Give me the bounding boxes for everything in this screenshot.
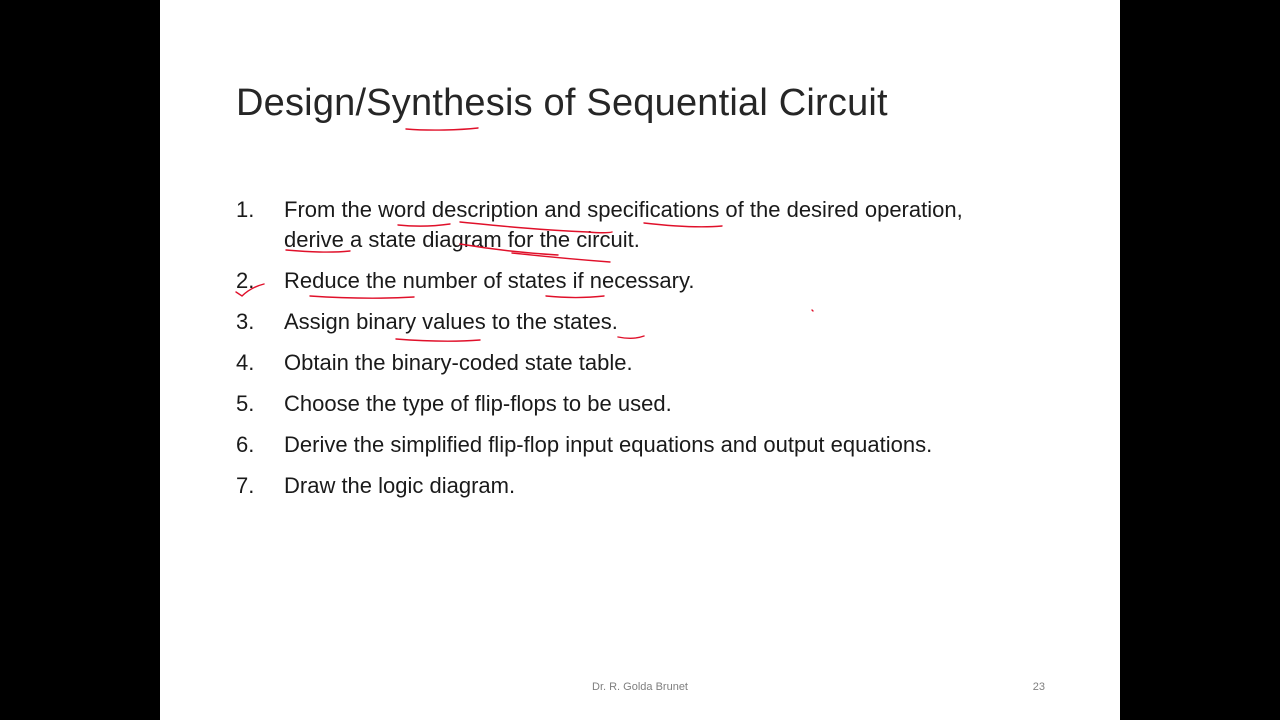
list-item <box>236 348 996 378</box>
list-item <box>236 389 996 419</box>
list-item <box>236 266 996 296</box>
list-item <box>236 195 996 255</box>
step-number: 5. <box>236 391 255 416</box>
steps-list <box>236 195 996 512</box>
step-text: Derive the simplified flip-flop input equations and output equations. <box>284 432 933 457</box>
underline-synthesis <box>406 128 478 130</box>
step-number: 3. <box>236 309 255 334</box>
list-item <box>236 430 996 460</box>
step-number: 7. <box>236 473 255 498</box>
slide-number: 23 <box>1032 681 1045 693</box>
presentation-slide <box>160 0 1120 720</box>
list-item <box>236 471 996 501</box>
step-text: Draw the logic diagram. <box>284 473 516 498</box>
left-letterbox <box>0 0 160 720</box>
step-number: 4. <box>236 350 255 375</box>
step-number: 1. <box>236 197 255 222</box>
step-text: Reduce the number of states if necessary. <box>284 268 695 293</box>
step-number: 6. <box>236 432 255 457</box>
footer-author: Dr. R. Golda Brunet <box>592 681 688 693</box>
list-item <box>236 307 996 337</box>
step-text: Assign binary values to the states. <box>284 309 618 334</box>
right-letterbox <box>1120 0 1280 720</box>
step-text: From the word description and specifications of the desired operation, derive a state diagram for the circuit. <box>284 197 963 252</box>
step-text: Obtain the binary-coded state table. <box>284 350 633 375</box>
step-number: 2. <box>236 268 255 293</box>
step-text: Choose the type of flip-flops to be used. <box>284 391 672 416</box>
slide-title: Design/Synthesis of Sequential Circuit <box>236 82 888 124</box>
